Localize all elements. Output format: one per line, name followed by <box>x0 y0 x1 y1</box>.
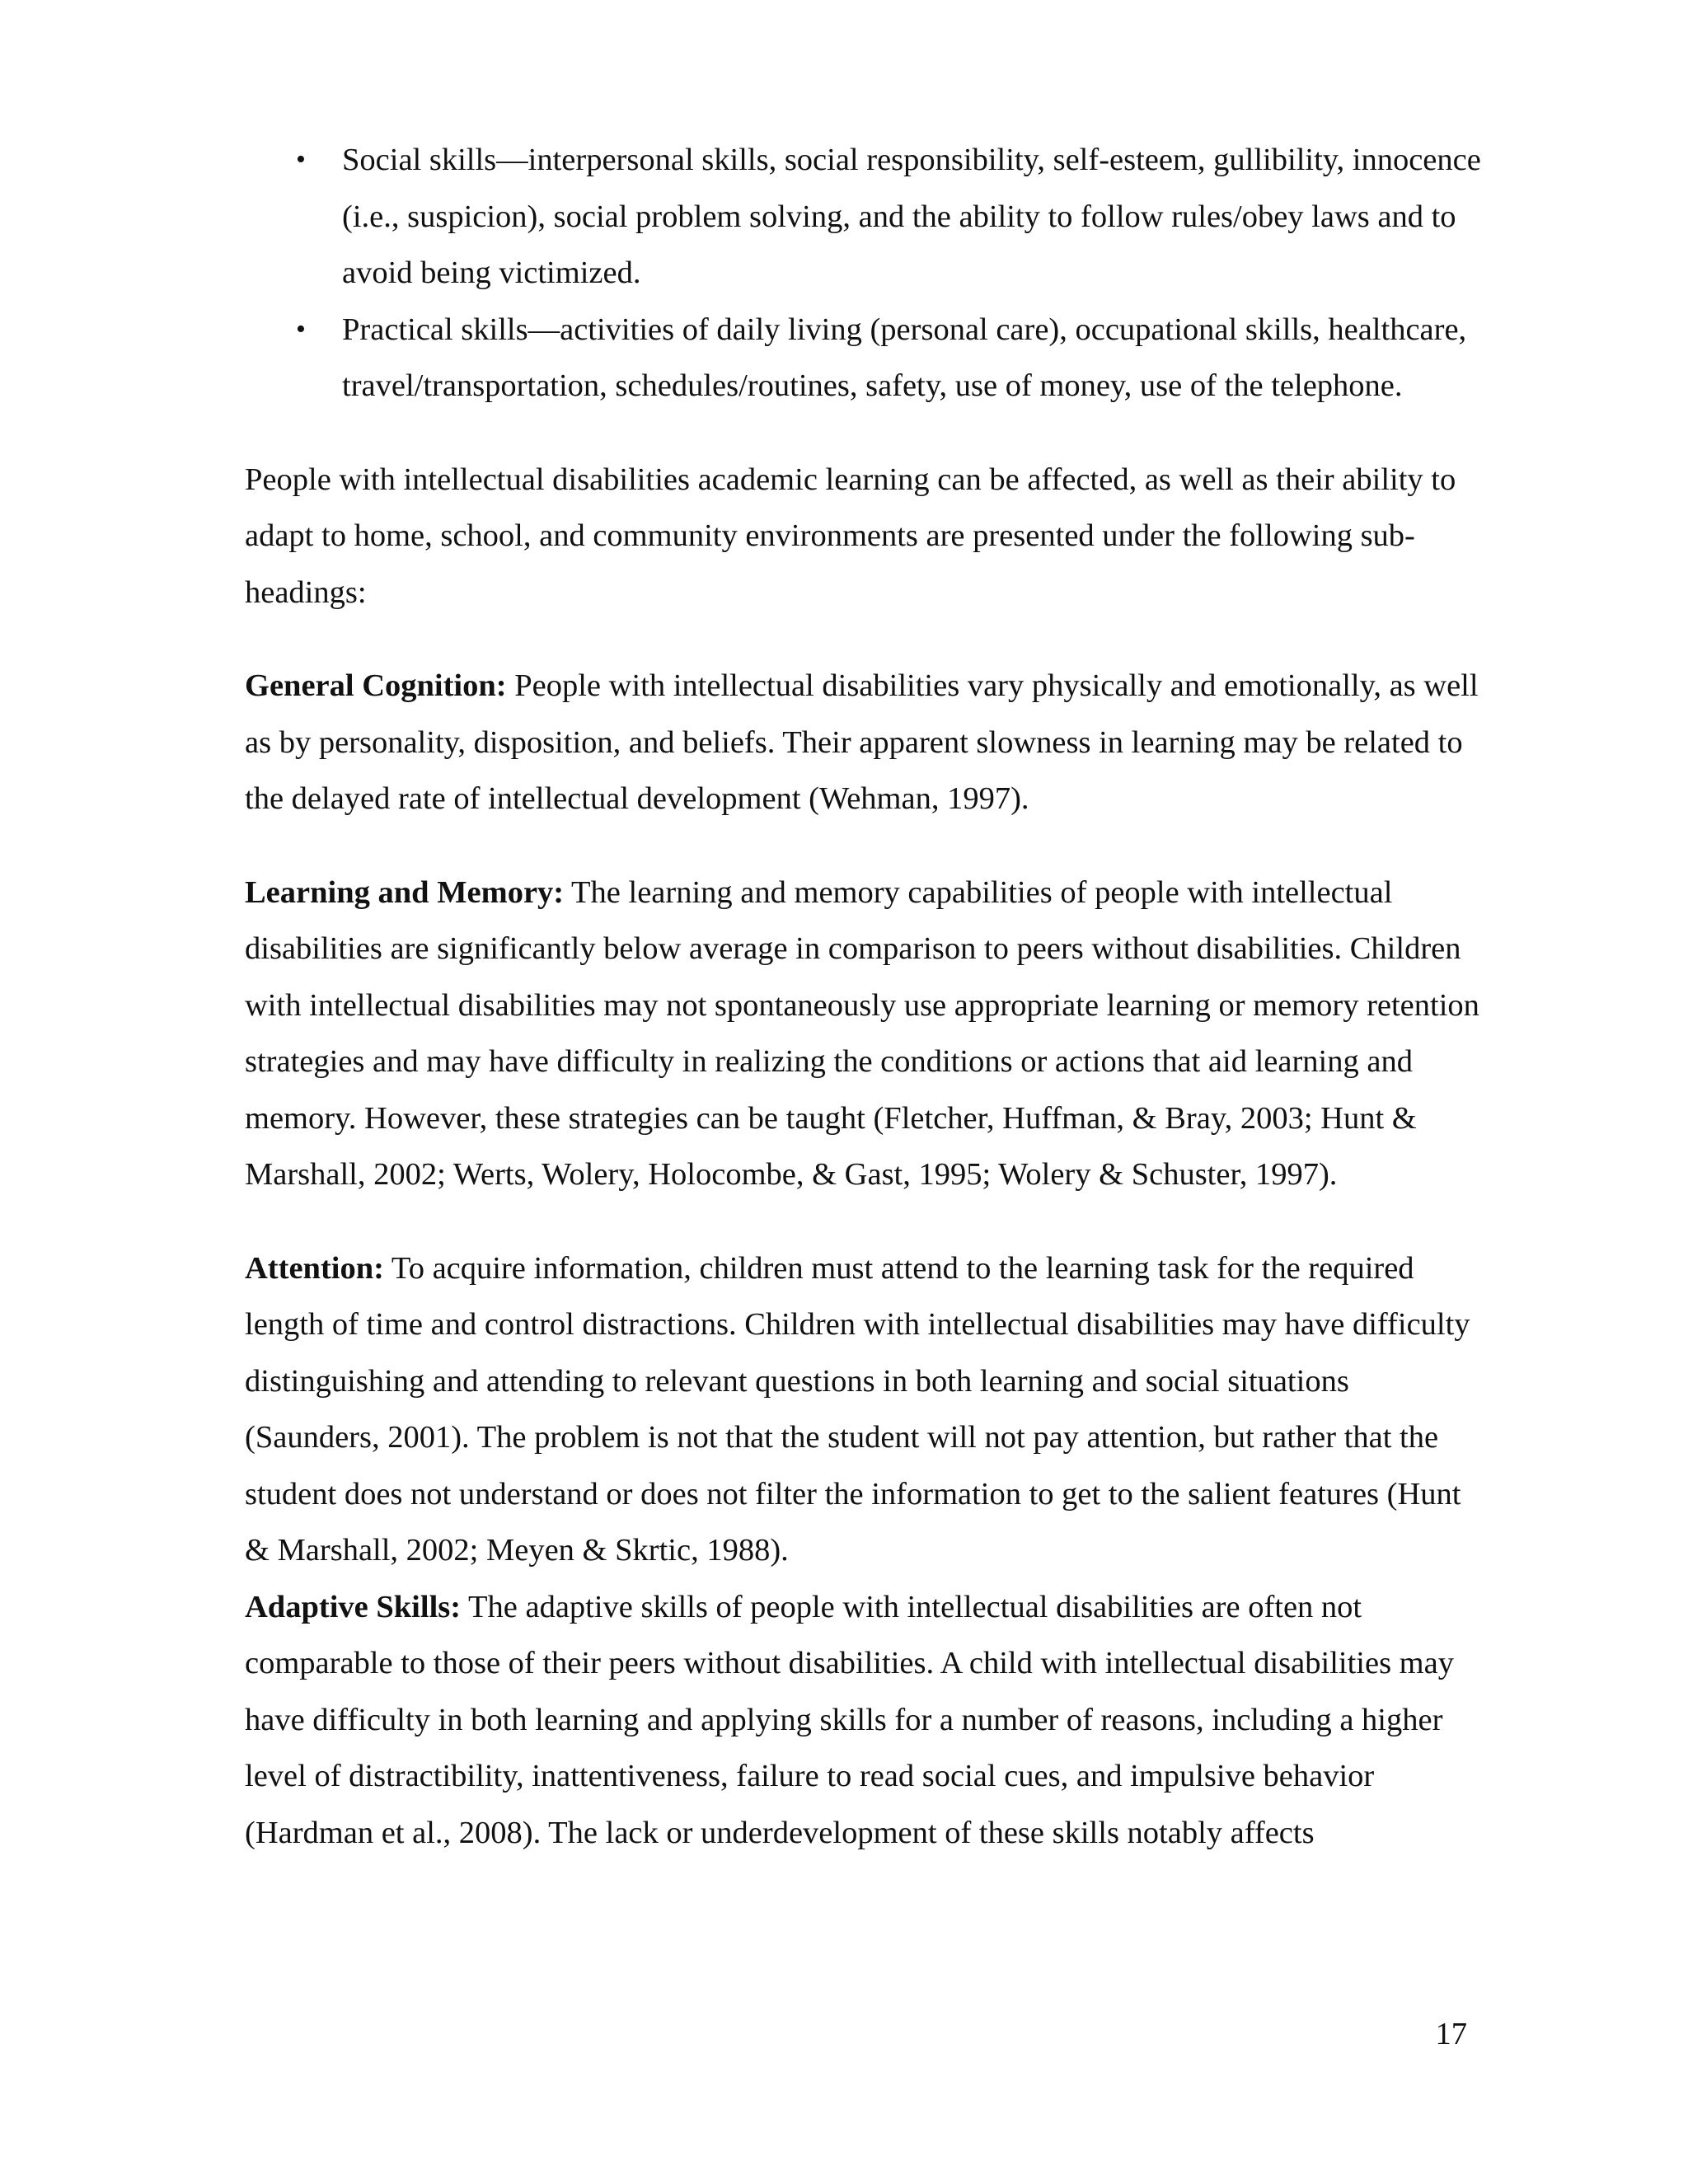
skills-bullet-list <box>245 132 1481 415</box>
section-adaptive-skills <box>245 1579 1481 1862</box>
section-body: To acquire information, children must attend to the learning task for the required length of time and control distractions. Children with intellectual disabilities may have difficulty distinguishing and attending to relevant questions in both learning and social situations (Saunders, 2001). The problem is not that the student will not pay attention, but rather that the student does not understand or does not filter the information to get to the salient features (Hunt & Marshall, 2002; Meyen & Skrtic, 1988). <box>245 1250 1470 1568</box>
section-body: The adaptive skills of people with intellectual disabilities are often not comparable to those of their peers without disabilities. A child with intellectual disabilities may have difficulty in both learning and applying skills for a number of reasons, including a higher level of distractibility, inattentiveness, failure to read social cues, and impulsive behavior (Hardman et al., 2008). The lack or underdevelopment of these skills notably affects <box>245 1589 1454 1850</box>
bullet-text: Practical skills—activities of daily living (personal care), occupational skills, healthcare, travel/transportation, schedules/routines, safety, use of money, use of the telephone. <box>342 312 1467 403</box>
bullet-item-practical-skills <box>245 302 1481 415</box>
page-content <box>245 132 1481 1861</box>
bullet-icon: • <box>296 144 306 175</box>
section-general-cognition <box>245 658 1481 827</box>
intro-paragraph: People with intellectual disabilities academic learning can be affected, as well as their ability to adapt to home, school, and community environments are presented under the following sub-headings: <box>245 462 1456 610</box>
section-term: Adaptive Skills: <box>245 1589 462 1624</box>
bullet-item-social-skills <box>245 132 1481 302</box>
bullet-text: Social skills—interpersonal skills, social responsibility, self-esteem, gullibility, innocence (i.e., suspicion), social problem solving, and the ability to follow rules/obey laws and to avoid being victimized. <box>342 143 1481 290</box>
section-term: General Cognition: <box>245 668 507 703</box>
section-attention <box>245 1240 1481 1579</box>
bullet-icon: • <box>296 313 306 344</box>
section-body: People with intellectual disabilities vary physically and emotionally, as well as by personality, disposition, and beliefs. Their apparent slowness in learning may be related to the delayed rate of intellectual development (Wehman, 1997). <box>245 668 1479 816</box>
section-learning-and-memory <box>245 865 1481 1203</box>
section-body: The learning and memory capabilities of people with intellectual disabilities are significantly below average in comparison to peers without disabilities. Children with intellectual disabilities may not spontaneously use appropriate learning or memory retention strategies and may have difficulty in realizing the conditions or actions that aid learning and memory. However, these strategies can be taught (Fletcher, Huffman, & Bray, 2003; Hunt & Marshall, 2002; Werts, Wolery, Holocombe, & Gast, 1995; Wolery & Schuster, 1997). <box>245 874 1479 1192</box>
page-number: 17 <box>1435 2017 1467 2051</box>
section-term: Attention: <box>245 1250 384 1286</box>
section-term: Learning and Memory: <box>245 874 565 910</box>
